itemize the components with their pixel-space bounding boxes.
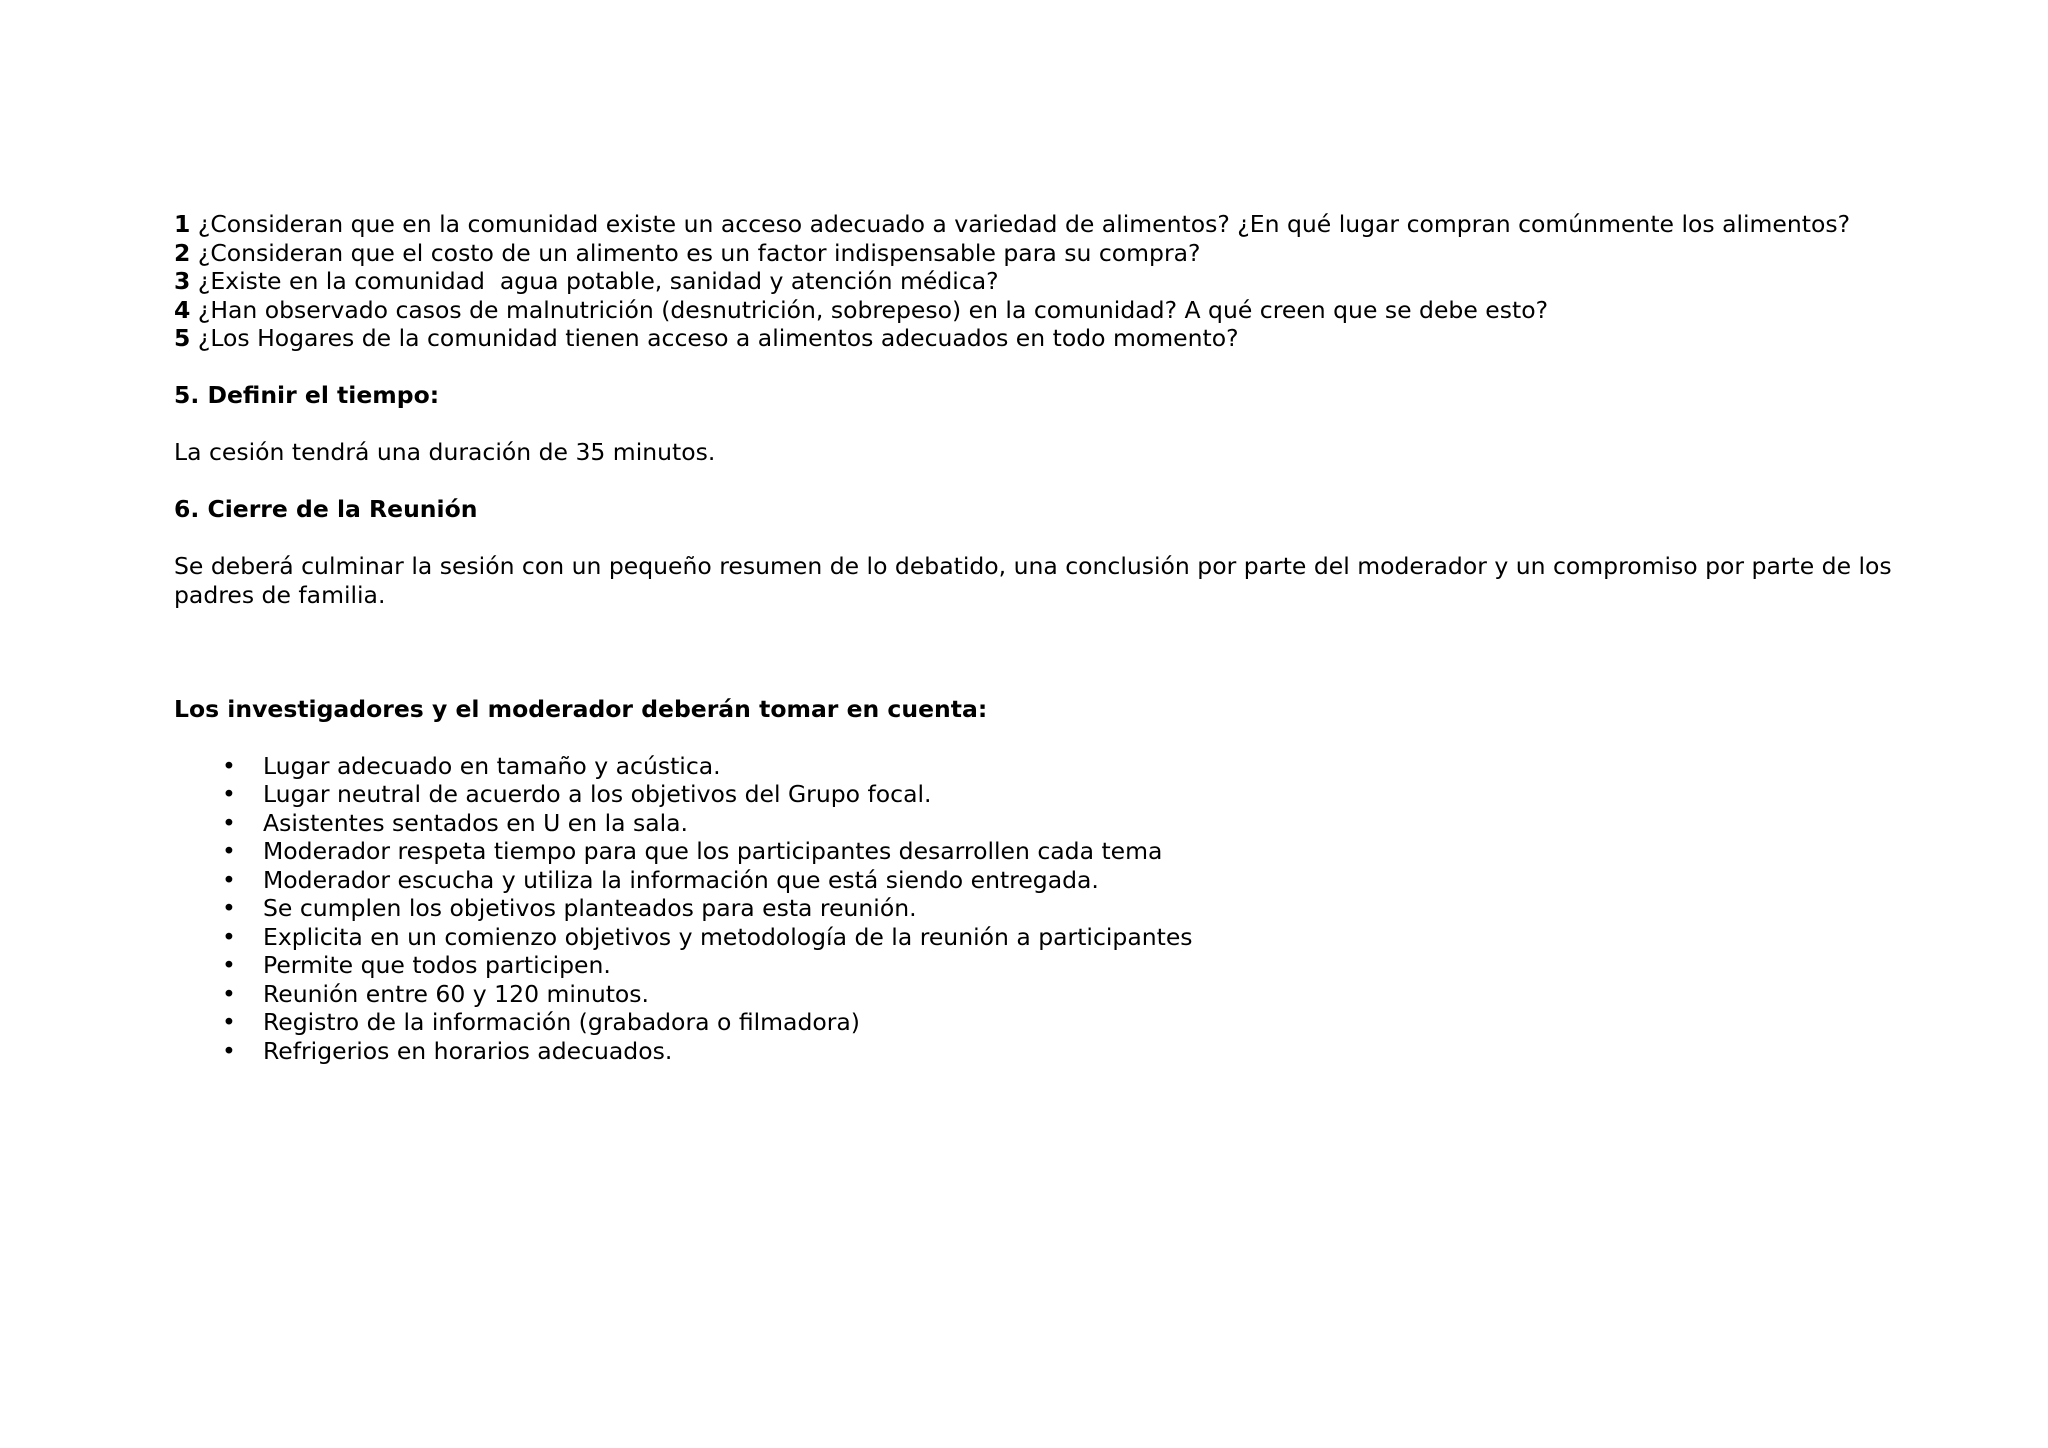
question-number: 4 xyxy=(174,295,191,324)
list-item xyxy=(174,837,1914,866)
list-item xyxy=(174,980,1914,1009)
considerations-list xyxy=(174,752,1914,1066)
bullet-icon: • xyxy=(222,837,236,865)
question-item xyxy=(174,296,1914,325)
bullet-icon: • xyxy=(222,1036,236,1065)
list-item xyxy=(174,809,1914,838)
question-item xyxy=(174,267,1914,296)
list-item-text: Permite que todos participen. xyxy=(263,951,611,979)
list-item xyxy=(174,1008,1914,1037)
section-heading-closing: 6. Cierre de la Reunión xyxy=(174,495,478,523)
question-text: ¿Existe en la comunidad agua potable, sanidad y atención médica? xyxy=(197,267,999,295)
bullet-icon: • xyxy=(222,808,236,837)
question-text: ¿Consideran que el costo de un alimento es un factor indispensable para su compra? xyxy=(197,238,1201,267)
question-number: 5 xyxy=(174,324,191,352)
list-item xyxy=(174,866,1914,895)
list-item xyxy=(174,894,1914,923)
question-number: 3 xyxy=(174,267,191,295)
list-item-text: Reunión entre 60 y 120 minutos. xyxy=(263,979,650,1008)
list-item xyxy=(174,752,1914,781)
list-item-text: Registro de la información (grabadora o filmadora) xyxy=(263,1008,860,1036)
question-number: 2 xyxy=(174,238,191,267)
list-item-text: Se cumplen los objetivos planteados para esta reunión. xyxy=(263,894,917,922)
question-list xyxy=(174,210,1914,353)
bullet-icon: • xyxy=(222,865,236,894)
list-item-text: Lugar adecuado en tamaño y acústica. xyxy=(263,751,721,780)
list-item-text: Asistentes sentados en U en la sala. xyxy=(263,808,689,837)
section-heading-time: 5. Definir el tiempo: xyxy=(174,381,440,409)
question-item xyxy=(174,239,1914,268)
list-item-text: Moderador escucha y utiliza la información que está siendo entregada. xyxy=(263,865,1099,894)
question-number: 1 xyxy=(174,210,191,238)
document-page xyxy=(174,210,1914,1065)
question-text: ¿Los Hogares de la comunidad tienen acceso a alimentos adecuados en todo momento? xyxy=(197,324,1239,352)
bullet-icon: • xyxy=(222,922,236,951)
list-item-text: Moderador respeta tiempo para que los participantes desarrollen cada tema xyxy=(263,837,1163,865)
bullet-icon: • xyxy=(222,1008,236,1036)
list-item-text: Explicita en un comienzo objetivos y metodología de la reunión a participantes xyxy=(263,922,1193,951)
question-text: ¿Han observado casos de malnutrición (desnutrición, sobrepeso) en la comunidad? A qué creen que se debe esto? xyxy=(197,295,1549,324)
list-item xyxy=(174,951,1914,980)
considerations-heading: Los investigadores y el moderador deberán tomar en cuenta: xyxy=(174,694,988,723)
question-text: ¿Consideran que en la comunidad existe un acceso adecuado a variedad de alimentos? ¿En qué lugar compran comúnmente los alimentos? xyxy=(197,210,1851,238)
list-item xyxy=(174,1037,1914,1066)
list-item-text: Refrigerios en horarios adecuados. xyxy=(263,1036,673,1065)
bullet-icon: • xyxy=(222,979,236,1008)
list-item-text: Lugar neutral de acuerdo a los objetivos del Grupo focal. xyxy=(263,780,932,808)
section-text-time: La cesión tendrá una duración de 35 minutos. xyxy=(174,438,716,466)
bullet-icon: • xyxy=(222,951,236,979)
bullet-icon: • xyxy=(222,780,236,808)
bullet-icon: • xyxy=(222,894,236,922)
section-text-closing: Se deberá culminar la sesión con un pequeño resumen de lo debatido, una conclusión por parte del moderador y un compromiso por parte de los padres de familia. xyxy=(174,552,1892,609)
bullet-icon: • xyxy=(222,751,236,780)
list-item xyxy=(174,923,1914,952)
question-item xyxy=(174,324,1914,353)
list-item xyxy=(174,780,1914,809)
question-item xyxy=(174,210,1914,239)
